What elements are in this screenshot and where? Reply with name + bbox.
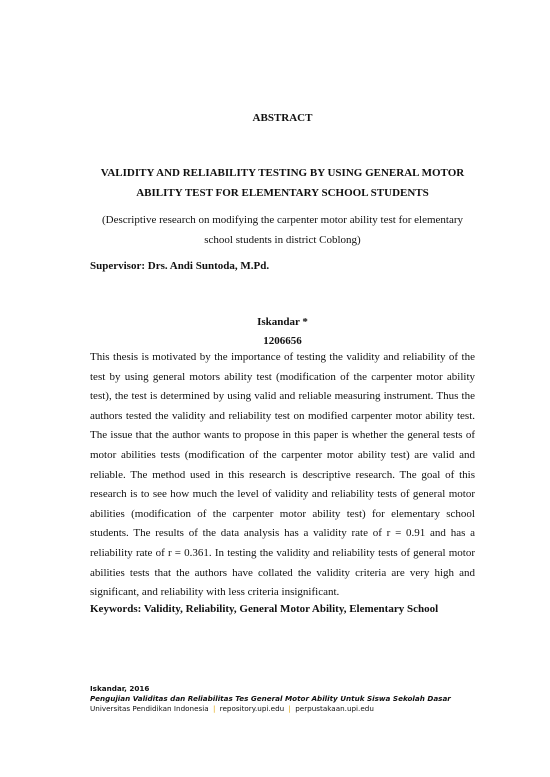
author-name: Iskandar *: [257, 316, 308, 328]
footer-institution-line: [90, 704, 510, 714]
keywords-line: Keywords: Validity, Reliability, General Motor Ability, Elementary School: [90, 603, 439, 615]
page-footer: [90, 684, 510, 714]
footer-university: Universitas Pendidikan Indonesia: [90, 704, 209, 713]
abstract-body: This thesis is motivated by the importance of testing the validity and reliability of the test by using general motors ability test (modification of the carpenter motor ability test), the test is determined by using valid and reliable measuring instrument. Thus the authors tested the validity and reliability test on modified carpenter motor ability test. The issue that the author wants to propose in this paper is whether the general tests of motor abilities tests (modification of the carpenter motor ability test) are valid and reliable. The method used in this research is descriptive research. The goal of this research is to see how much the level of validity and reliability tests of general motor abilities (modification of the carpenter motor ability test) for elementary school students. The results of the data analysis has a validity rate of r = 0.91 and has a reliability rate of r = 0.361. In testing the validity and reliability tests of general motor abilities tests that the authors have collated the validity criteria are very high and significant, and reliability with less criteria insignificant.: [90, 351, 475, 599]
paper-subtitle: (Descriptive research on modifying the carpenter motor ability test for elementary school students in district Coblong): [101, 214, 464, 246]
footer-author-year: Iskandar, 2016: [90, 684, 150, 693]
author-id: 1206656: [263, 335, 302, 347]
footer-separator: |: [288, 704, 291, 713]
footer-repository-link[interactable]: repository.upi.edu: [219, 704, 285, 713]
footer-separator: |: [212, 704, 216, 713]
footer-library-link[interactable]: perpustakaan.upi.edu: [295, 704, 374, 713]
footer-thesis-title: Pengujian Validitas dan Reliabilitas Tes General Motor Ability Untuk Siswa Sekolah Dasar: [90, 694, 451, 703]
abstract-heading: ABSTRACT: [252, 112, 313, 124]
paper-title: VALIDITY AND RELIABILITY TESTING BY USING GENERAL MOTOR ABILITY TEST FOR ELEMENTARY SCHOOL STUDENTS: [100, 167, 465, 199]
supervisor-line: Supervisor: Drs. Andi Suntoda, M.Pd.: [90, 260, 270, 272]
